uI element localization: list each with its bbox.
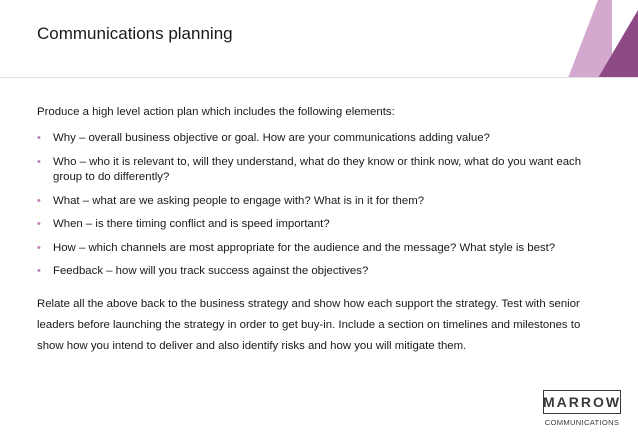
list-item (37, 241, 597, 257)
bullet-text: Feedback – how will you track success against the objectives? (53, 265, 369, 277)
bullet-list (37, 131, 597, 288)
bullet-text: When – is there timing conflict and is speed important? (53, 218, 330, 230)
company-logo (543, 390, 621, 427)
list-item (37, 217, 597, 233)
bullet-marker: • (37, 132, 41, 144)
slide-title: Communications planning (37, 24, 233, 43)
closing-paragraph: Relate all the above back to the business strategy and show how each support the strategy. Test with senior leaders before launching the strategy in order to get buy-in. Include a section on timelines and milestones to show how you intend to deliver and also identify risks and how you will mitigate them. (37, 298, 581, 352)
list-item (37, 155, 597, 186)
header-divider (0, 77, 638, 78)
logo-subtitle: COMMUNICATIONS (544, 418, 620, 427)
list-item (37, 131, 597, 147)
bullet-text: Who – who it is relevant to, will they understand, what do they know or think now, what do you want each group to do differently? (53, 155, 582, 183)
list-item (37, 194, 597, 210)
bullet-text: How – which channels are most appropriate for the audience and the message? What style is best? (53, 241, 556, 254)
bullet-marker: • (37, 241, 41, 254)
bullet-text: What – what are we asking people to engage with? What is in it for them? (53, 194, 425, 207)
list-item (37, 264, 597, 280)
corner-decoration (568, 0, 638, 78)
bullet-marker: • (37, 194, 41, 207)
intro-text: Produce a high level action plan which includes the following elements: (37, 106, 395, 118)
logo-wordmark: MARROW (543, 390, 621, 414)
bullet-text: Why – overall business objective or goal. How are your communications adding value? (53, 132, 490, 144)
bullet-marker: • (37, 155, 41, 168)
bullet-marker: • (37, 265, 41, 277)
bullet-marker: • (37, 218, 41, 230)
